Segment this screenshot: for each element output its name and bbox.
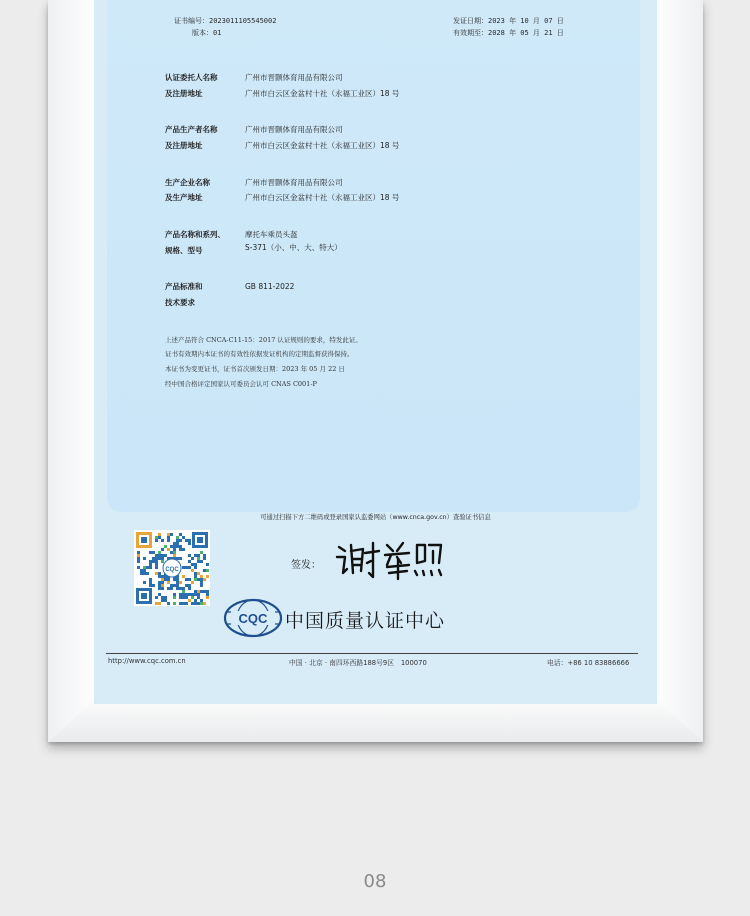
field-value: 广州市白云区金盆村十社（永福工业区）18 号: [245, 141, 400, 150]
qr-module: [191, 581, 194, 584]
qr-module: [203, 554, 206, 557]
qr-module: [173, 554, 176, 557]
qr-module: [176, 587, 179, 590]
footer-divider: [106, 653, 638, 654]
qr-module: [191, 596, 194, 599]
qr-module: [188, 539, 191, 542]
qr-module: [161, 554, 164, 557]
qr-module: [152, 557, 155, 560]
qr-module: [158, 581, 161, 584]
qr-module: [158, 554, 161, 557]
qr-module: [179, 593, 182, 596]
qr-module: [155, 560, 158, 563]
qr-module: [140, 572, 143, 575]
qr-module: [194, 590, 197, 593]
frame-bevel-bottom: [48, 700, 703, 742]
qr-code[interactable]: [134, 530, 210, 606]
qr-module: [179, 548, 182, 551]
qr-module: [182, 587, 185, 590]
qr-module: [206, 569, 209, 572]
footer-phone: 电话：+86 10 83886666: [547, 659, 630, 667]
qr-module: [200, 578, 203, 581]
qr-module: [176, 578, 179, 581]
qr-module: [161, 596, 164, 599]
qr-module: [191, 563, 194, 566]
qr-module: [155, 566, 158, 569]
qr-module: [170, 551, 173, 554]
field-label: 生产企业名称: [165, 178, 210, 187]
qr-module: [146, 566, 149, 569]
qr-module: [143, 566, 146, 569]
qr-module: [203, 578, 206, 581]
qr-module: [179, 587, 182, 590]
cqc-logo: [222, 598, 284, 638]
qr-module: [164, 596, 167, 599]
qr-module: [188, 587, 191, 590]
qr-module: [188, 584, 191, 587]
qr-module: [197, 554, 200, 557]
qr-module: [191, 602, 194, 605]
qr-module: [173, 596, 176, 599]
qr-module: [191, 569, 194, 572]
qr-module: [176, 542, 179, 545]
qr-module: [179, 581, 182, 584]
qr-module: [185, 596, 188, 599]
qr-module: [188, 566, 191, 569]
qr-module: [179, 539, 182, 542]
qr-module: [155, 572, 158, 575]
expiry-date: 有效期至：2028 年 05 月 21 日: [453, 29, 564, 37]
qr-module: [167, 578, 170, 581]
qr-module: [140, 569, 143, 572]
qr-module: [146, 572, 149, 575]
qr-module: [179, 596, 182, 599]
field-value: 广州市晋颢体育用品有限公司: [245, 73, 343, 82]
field-value: 摩托车乘员头盔: [245, 230, 298, 239]
qr-module: [161, 578, 164, 581]
qr-module: [182, 566, 185, 569]
field-value: 广州市晋颢体育用品有限公司: [245, 125, 343, 134]
qr-module: [149, 551, 152, 554]
qr-module: [194, 578, 197, 581]
qr-module: [137, 560, 140, 563]
qr-module: [185, 593, 188, 596]
qr-module: [170, 545, 173, 548]
qr-module: [185, 602, 188, 605]
qr-module: [203, 569, 206, 572]
qr-module: [206, 563, 209, 566]
qr-module: [191, 557, 194, 560]
qr-module: [206, 590, 209, 593]
qr-module: [149, 566, 152, 569]
qr-module: [194, 602, 197, 605]
qr-module: [137, 551, 140, 554]
qr-module: [158, 593, 161, 596]
qr-module: [188, 578, 191, 581]
qr-module: [188, 593, 191, 596]
qr-module: [176, 581, 179, 584]
qr-module: [143, 581, 146, 584]
qr-module: [161, 581, 164, 584]
qr-module: [200, 560, 203, 563]
qr-module: [152, 560, 155, 563]
footer-website[interactable]: http://www.cqc.com.cn: [108, 657, 186, 665]
cert-version: 版本：01: [192, 29, 222, 37]
svg-text:CQC: CQC: [238, 611, 268, 626]
qr-module: [143, 569, 146, 572]
page-number: 08: [363, 871, 387, 892]
qr-module: [197, 596, 200, 599]
qr-module: [158, 575, 161, 578]
statement-line: 上述产品符合 CNCA-C11-15：2017 认证规则的要求，特发此证。: [165, 336, 362, 344]
qr-module: [194, 554, 197, 557]
qr-module: [185, 539, 188, 542]
qr-module: [176, 584, 179, 587]
qr-module: [170, 587, 173, 590]
qr-module: [158, 587, 161, 590]
qr-module: [200, 551, 203, 554]
qr-module: [197, 557, 200, 560]
qr-module: [155, 536, 158, 539]
qr-module: [197, 593, 200, 596]
qr-module: [149, 578, 152, 581]
qr-module: [167, 602, 170, 605]
qr-module: [200, 584, 203, 587]
qr-module: [158, 536, 161, 539]
qr-module: [203, 557, 206, 560]
qr-module: [149, 581, 152, 584]
qr-module: [194, 575, 197, 578]
qr-module: [188, 560, 191, 563]
qr-module: [194, 572, 197, 575]
qr-module: [137, 566, 140, 569]
qr-module: [185, 578, 188, 581]
field-label: 认证委托人名称: [165, 73, 218, 82]
qr-center-logo: CQC: [165, 567, 179, 573]
qr-module: [179, 533, 182, 536]
field-value: 广州市白云区金盆村十社（永福工业区）18 号: [245, 89, 400, 98]
qr-module: [137, 557, 140, 560]
qr-module: [167, 548, 170, 551]
qr-module: [206, 575, 209, 578]
qr-module: [158, 584, 161, 587]
qr-module: [167, 536, 170, 539]
cert-number: 证书编号：2023011105545002: [174, 17, 277, 25]
qr-module: [197, 578, 200, 581]
frame-bevel-right: [657, 0, 703, 742]
qr-module: [176, 539, 179, 542]
qr-module: [197, 560, 200, 563]
qr-module: [164, 545, 167, 548]
field-value: GB 811-2022: [245, 282, 295, 291]
qr-module: [164, 554, 167, 557]
qr-module: [149, 563, 152, 566]
qr-module: [185, 584, 188, 587]
qr-module: [158, 557, 161, 560]
qr-module: [194, 563, 197, 566]
qr-module: [173, 578, 176, 581]
statement-line: 经中国合格评定国家认可委员会认可 CNAS C001-P: [165, 380, 317, 388]
qr-module: [179, 545, 182, 548]
qr-module: [137, 554, 140, 557]
qr-module: [158, 602, 161, 605]
qr-module: [158, 551, 161, 554]
qr-module: [200, 590, 203, 593]
qr-module: [206, 596, 209, 599]
field-label: 规格、型号: [165, 246, 203, 255]
issuer-label: 签发：: [291, 560, 321, 571]
qr-module: [182, 575, 185, 578]
qr-module: [194, 566, 197, 569]
qr-module: [155, 596, 158, 599]
qr-module: [170, 584, 173, 587]
qr-module: [167, 587, 170, 590]
qr-module: [161, 560, 164, 563]
certificate: [94, 0, 657, 704]
qr-module: [161, 599, 164, 602]
qr-module: [155, 557, 158, 560]
qr-module: [164, 599, 167, 602]
field-value: 广州市晋颢体育用品有限公司: [245, 178, 343, 187]
qr-module: [188, 542, 191, 545]
qr-module: [149, 560, 152, 563]
qr-module: [152, 551, 155, 554]
qr-module: [173, 602, 176, 605]
qr-module: [161, 575, 164, 578]
qr-module: [182, 593, 185, 596]
qr-module: [155, 554, 158, 557]
statement-line: 本证书为变更证书，证书首次颁发日期：2023 年 05 月 22 日: [165, 365, 345, 373]
qr-module: [161, 539, 164, 542]
qr-module: [167, 539, 170, 542]
qr-module: [182, 596, 185, 599]
qr-module: [194, 599, 197, 602]
qr-module: [161, 557, 164, 560]
field-label: 产品标准和: [165, 282, 203, 291]
qr-module: [158, 572, 161, 575]
qr-module: [179, 602, 182, 605]
field-label: 及注册地址: [165, 89, 203, 98]
qr-module: [143, 572, 146, 575]
verify-instructions: 可通过扫描下方二维码或登录国家认监委网站（www.cnca.gov.cn）查验证书信息: [260, 514, 491, 521]
qr-module: [200, 599, 203, 602]
qr-module: [167, 581, 170, 584]
org-name: 中国质量认证中心: [285, 610, 446, 632]
qr-module: [155, 602, 158, 605]
field-value: S-371（小、中、大、特大）: [245, 243, 342, 252]
qr-module: [203, 602, 206, 605]
qr-module: [173, 545, 176, 548]
qr-module: [179, 557, 182, 560]
qr-module: [182, 602, 185, 605]
statement-line: 证书有效期内本证书的有效性依据发证机构的定期监督获得保持。: [165, 350, 354, 358]
qr-module: [167, 533, 170, 536]
qr-module: [182, 590, 185, 593]
qr-module: [161, 587, 164, 590]
qr-module: [173, 584, 176, 587]
qr-module: [182, 548, 185, 551]
qr-module: [176, 536, 179, 539]
qr-module: [200, 575, 203, 578]
qr-module: [176, 557, 179, 560]
qr-module: [188, 554, 191, 557]
qr-module: [143, 557, 146, 560]
field-value: 广州市白云区金盆村十社（永福工业区）18 号: [245, 193, 400, 202]
frame-bevel-left: [48, 0, 94, 742]
qr-module: [194, 593, 197, 596]
qr-module: [197, 590, 200, 593]
qr-module: [200, 581, 203, 584]
qr-module: [191, 593, 194, 596]
qr-module: [161, 584, 164, 587]
qr-module: [170, 533, 173, 536]
field-label: 及生产地址: [165, 193, 203, 202]
qr-module: [164, 578, 167, 581]
qr-module: [173, 542, 176, 545]
qr-module: [206, 593, 209, 596]
field-label: 产品名称和系列、: [165, 230, 225, 239]
qr-module: [155, 563, 158, 566]
field-label: 技术要求: [165, 298, 195, 307]
signature: [329, 533, 449, 583]
qr-module: [197, 572, 200, 575]
qr-module: [173, 551, 176, 554]
qr-module: [176, 545, 179, 548]
qr-module: [152, 584, 155, 587]
field-label: 产品生产者名称: [165, 125, 218, 134]
qr-module: [173, 593, 176, 596]
footer-address: 中国 · 北京 · 南四环西路188号9区 100070: [289, 659, 427, 667]
qr-module: [197, 602, 200, 605]
qr-module: [185, 566, 188, 569]
qr-module: [149, 584, 152, 587]
certificate-content-panel: [107, 0, 640, 512]
qr-module: [173, 548, 176, 551]
issue-date: 发证日期：2023 年 10 月 07 日: [453, 17, 564, 25]
qr-module: [158, 533, 161, 536]
qr-module: [155, 539, 158, 542]
field-label: 及注册地址: [165, 141, 203, 150]
qr-module: [200, 602, 203, 605]
qr-module: [203, 590, 206, 593]
qr-module: [161, 548, 164, 551]
qr-module: [188, 599, 191, 602]
qr-module: [182, 536, 185, 539]
